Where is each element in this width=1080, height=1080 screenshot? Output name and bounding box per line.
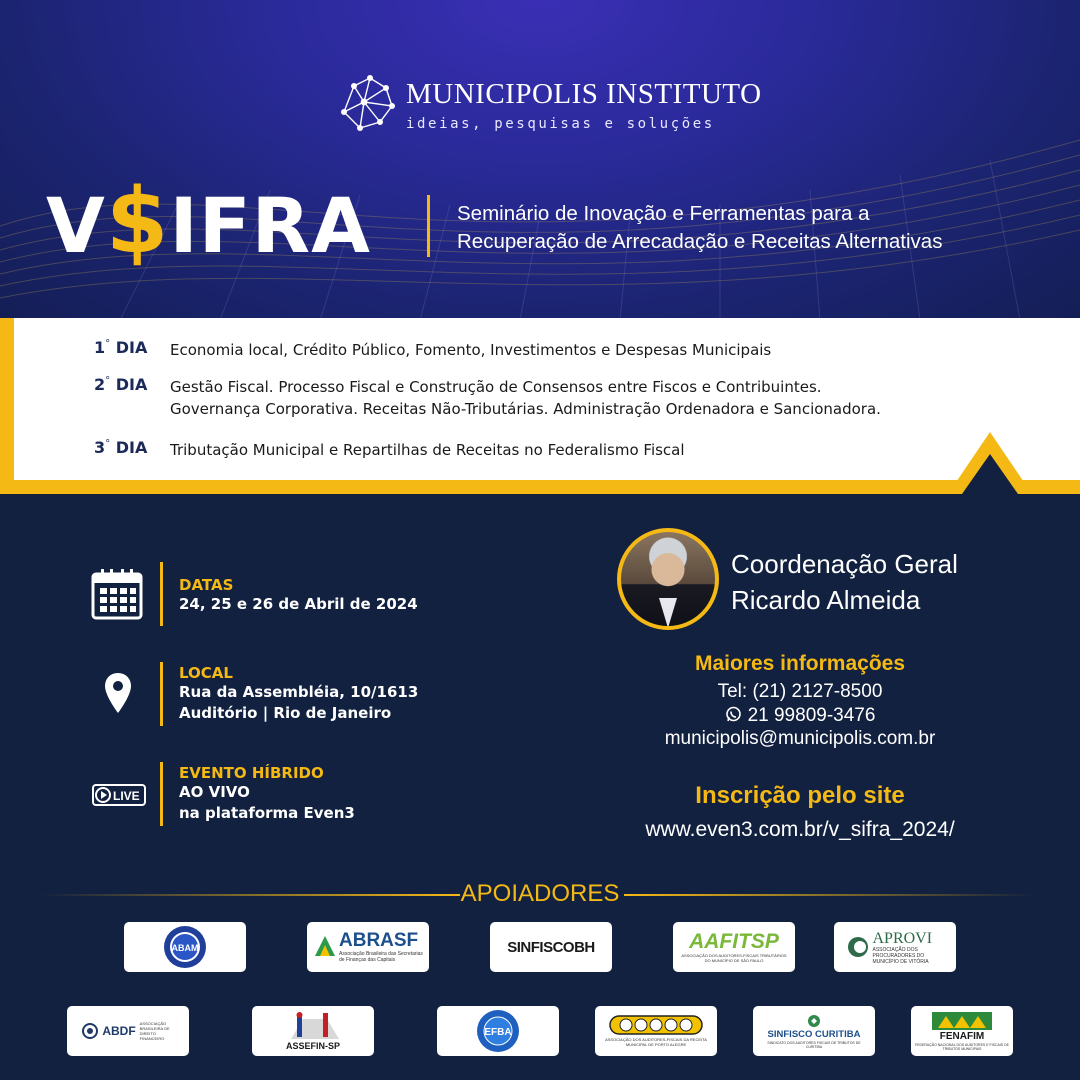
efba-seal-icon (476, 1009, 520, 1053)
dates-divider (160, 562, 163, 626)
location-venue: Auditório | Rio de Janeiro (179, 704, 392, 722)
registration-link[interactable]: www.even3.com.br/v_sifra_2024/ (645, 818, 955, 841)
event-title-symbol: $ (105, 169, 170, 274)
logo-abdf: ABDF ASSOCIAÇÃO BRASILEIRA DE DIREITO FINANCEIRO (67, 1006, 189, 1056)
event-title-suffix: IFRA (169, 181, 371, 270)
logo-efba (437, 1006, 559, 1056)
coordinator-role: Coordenação Geral (731, 549, 958, 579)
live-stream-icon (92, 784, 146, 806)
svg-text:EFBA: EFBA (484, 1027, 512, 1038)
logo-abrasf: ABRASF Associação Brasileira das Secretarias de Finanças das Capitais (307, 922, 429, 972)
live-badge-text: LIVE (113, 789, 140, 803)
day-2-label: 2° DIA (94, 375, 148, 394)
logo-sinfiscobh: SINFISCOBH (490, 922, 612, 972)
calendar-icon (90, 566, 144, 620)
assefin-emblem-icon (283, 1011, 343, 1041)
day-1-topics: Economia local, Crédito Público, Fomento, Investimentos e Despesas Municipais (170, 341, 772, 359)
location-pin-icon (104, 672, 132, 714)
event-title-prefix: V (46, 181, 106, 270)
title-divider (427, 195, 430, 257)
abdf-emblem-icon (82, 1023, 98, 1039)
aiamu-emblem-icon (609, 1015, 703, 1035)
aprovi-emblem-icon (846, 935, 870, 959)
band-notch-decoration (948, 430, 1032, 494)
svg-text:ABAM: ABAM (171, 943, 199, 953)
contact-email[interactable]: municipolis@municipolis.com.br (664, 728, 936, 749)
program-days-panel (14, 318, 1080, 480)
organizer-name: MUNICIPOLIS INSTITUTO (406, 78, 762, 110)
location-address: Rua da Assembléia, 10/1613 (179, 683, 419, 701)
sinfisco-curitiba-emblem-icon (807, 1014, 821, 1028)
supporters-rule-left (40, 894, 460, 896)
location-divider (160, 662, 163, 726)
dates-label: DATAS (179, 576, 234, 594)
contact-whatsapp-row (600, 705, 1000, 727)
registration-title: Inscrição pelo site (695, 782, 905, 809)
format-divider (160, 762, 163, 826)
fenafim-emblem-icon (932, 1012, 992, 1030)
format-platform: na plataforma Even3 (179, 804, 355, 822)
format-live: AO VIVO (179, 783, 250, 801)
contact-whatsapp[interactable]: 21 99809-3476 (747, 705, 876, 726)
program-days-band (0, 318, 1080, 494)
logo-aafitsp: AAFITSP ASSOCIAÇÃO DOS AUDITORES-FISCAIS TRIBUTÁRIOS DO MUNICÍPIO DE SÃO PAULO (673, 922, 795, 972)
abam-seal-icon (162, 924, 208, 970)
day-2-topics: Gestão Fiscal. Processo Fiscal e Construção de Consensos entre Fiscos e Contribuintes. Governança Corporativa. Receitas Não-Tributárias. Administração Ordenadora e Sancionadora. (170, 378, 881, 418)
event-subtitle-line1: Seminário de Inovação e Ferramentas para a (457, 202, 870, 225)
dates-value: 24, 25 e 26 de Abril de 2024 (179, 595, 418, 613)
logo-aiamu: ASSOCIAÇÃO DOS AUDITORES-FISCAIS DA RECEITA MUNICIPAL DE PORTO ALEGRE (595, 1006, 717, 1056)
network-globe-icon (336, 72, 398, 134)
event-subtitle-line2: Recuperação de Arrecadação e Receitas Alternativas (457, 230, 943, 253)
organizer-tagline: ideias, pesquisas e soluções (406, 116, 715, 132)
event-title (46, 169, 371, 274)
whatsapp-icon (725, 706, 742, 723)
coordinator-photo (617, 528, 719, 630)
logo-abam (124, 922, 246, 972)
day-3-topics: Tributação Municipal e Repartilhas de Receitas no Federalismo Fiscal (170, 441, 685, 459)
municipolis-logo (336, 72, 762, 138)
logo-fenafim: FENAFIM FEDERAÇÃO NACIONAL DOS AUDITORES E FISCAIS DE TRIBUTOS MUNICIPAIS (911, 1006, 1013, 1056)
logo-sinfisco-curitiba: SINFISCO CURITIBA SINDICATO DOS AUDITORES FISCAIS DE TRIBUTOS DE CURITIBA (753, 1006, 875, 1056)
header (0, 0, 1080, 320)
abrasf-emblem-icon (313, 934, 337, 960)
logo-assefin-sp: ASSEFIN-SP (252, 1006, 374, 1056)
supporters-title: APOIADORES (460, 880, 620, 907)
location-label: LOCAL (179, 664, 233, 682)
supporters-rule-right (624, 894, 1036, 896)
contact-title: Maiores informações (694, 652, 906, 675)
logo-aprovi: APROVI ASSOCIAÇÃO DOS PROCURADORES DO MUNICÍPIO DE VITÓRIA (834, 922, 956, 972)
coordinator-name: Ricardo Almeida (731, 585, 921, 615)
event-subtitle (457, 200, 1067, 256)
format-label: EVENTO HÍBRIDO (179, 764, 324, 782)
day-3-label: 3° DIA (94, 438, 148, 457)
day-1-label: 1° DIA (94, 338, 148, 357)
contact-phone: Tel: (21) 2127-8500 (717, 681, 883, 702)
